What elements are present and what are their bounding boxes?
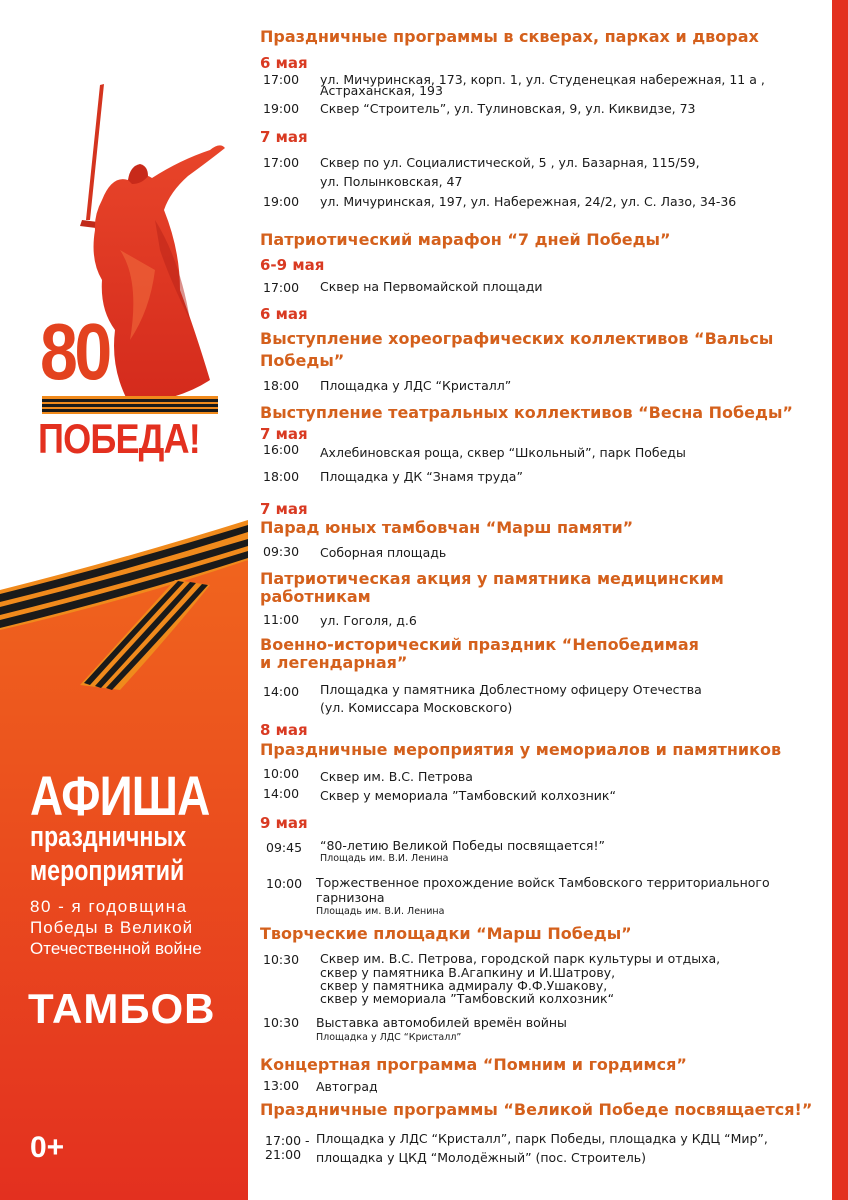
event-venue: сквер у памятника В.Агапкину и И.Шатрову, [320,965,616,980]
date-heading: 6 мая [260,305,308,323]
event-venue: Площадка у ДК “Знамя труда” [320,469,523,484]
event-time: 19:00 [263,194,300,209]
event-time: 18:00 [263,469,300,484]
event-time: 18:00 [263,378,300,393]
event-time: 17:00 [263,155,300,170]
right-red-stripe [832,0,848,1200]
event-venue: Площадка у ЛДС “Кристалл”, парк Победы, площадка у КДЦ “Мир”, [316,1131,768,1146]
event-venue: ул. Мичуринская, 173, корп. 1, ул. Студенецкая набережная, 11 а , [320,72,765,87]
section-title: Концертная программа “Помним и гордимся” [260,1055,687,1074]
event-venue: Сквер по ул. Социалистической, 5 , ул. Базарная, 115/59, [320,155,700,170]
event-venue: Сквер “Строитель”, ул. Тулиновская, 9, ул. Киквидзе, 73 [320,101,696,116]
event-venue: (ул. Комиссара Московского) [320,700,513,715]
event-venue: Сквер им. В.С. Петрова [320,769,473,784]
event-time: 10:00 [266,876,303,891]
event-venue: Площадь им. В.И. Ленина [316,906,445,917]
anniversary-line-3: Отечественной войне [30,939,202,958]
event-venue: Сквер у мемориала ”Тамбовский колхозник“ [320,788,616,803]
event-venue: ул. Гоголя, д.6 [320,613,417,628]
event-time: 09:45 [266,840,303,855]
section-title: Творческие площадки “Марш Победы” [260,924,632,943]
section-title: Выступление театральных коллективов “Весна Победы” [260,403,793,422]
date-heading: 7 мая [260,500,308,518]
st-george-ribbon-small [42,396,218,414]
date-heading: 6 мая [260,54,308,72]
section-title: Военно-исторический праздник “Непобедимая [260,635,699,654]
event-title: Выставка автомобилей времён войны [316,1015,567,1030]
event-venue: ул. Полынковская, 47 [320,174,463,189]
anniversary-line-2: Победы в Великой [30,918,194,937]
date-heading: 6-9 мая [260,256,325,274]
number-80: 80 [40,307,109,396]
section-title: Выступление хореографических коллективов “Вальсы [260,329,774,348]
event-venue: Сквер на Первомайской площади [320,279,543,294]
event-venue: площадка у ЦКД “Молодёжный” (пос. Строитель) [316,1150,646,1165]
event-time: 16:00 [263,442,300,457]
event-venue: Площадь им. В.И. Ленина [320,853,449,864]
afisha-subtitle-1: праздничных [30,821,187,853]
event-venue: Соборная площадь [320,545,447,560]
event-venue: Сквер им. В.С. Петрова, городской парк культуры и отдыха, [320,951,721,966]
section-title: Праздничные программы в скверах, парках и дворах [260,27,759,46]
section-title: работникам [260,587,371,606]
schedule [258,0,828,1200]
event-venue: сквер у мемориала ”Тамбовский колхозник“ [320,991,615,1006]
event-time: 10:30 [263,1015,300,1030]
section-title: Парад юных тамбовчан “Марш памяти” [260,518,634,537]
event-venue: Астраханская, 193 [320,83,443,98]
event-title: “80-летию Великой Победы посвящается!” [320,838,605,853]
afisha-title: АФИША [30,764,210,827]
date-heading: 7 мая [260,425,308,443]
section-title: и легендарная” [260,653,408,672]
date-heading: 7 мая [260,128,308,146]
event-time: 13:00 [263,1078,300,1093]
event-time: 14:00 [263,684,300,699]
event-time: 10:00 [263,766,300,781]
age-rating: 0+ [30,1131,65,1164]
left-panel [0,0,248,1200]
afisha-subtitle-2: мероприятий [30,855,185,887]
event-time: 17:00 - [265,1133,310,1148]
section-title: Патриотический марафон “7 дней Победы” [260,230,671,249]
event-venue: ул. Мичуринская, 197, ул. Набережная, 24/2, ул. С. Лазо, 34-36 [320,194,737,209]
city-name: ТАМБОВ [28,985,216,1032]
date-heading: 9 мая [260,814,308,832]
event-time: 17:00 [263,280,300,295]
date-heading: 8 мая [260,721,308,739]
event-time: 14:00 [263,786,300,801]
st-george-ribbon-large [0,520,248,690]
section-title: Патриотическая акция у памятника медицинским [260,569,724,588]
event-title: Торжественное прохождение войск Тамбовского территориального [316,875,770,890]
event-venue: Ахлебиновская роща, сквер “Школьный”, парк Победы [320,445,686,460]
event-time: 21:00 [265,1147,302,1162]
event-time: 17:00 [263,72,300,87]
event-title: гарнизона [316,890,385,905]
section-title: Победы” [260,351,345,370]
event-time: 10:30 [263,952,300,967]
event-time: 11:00 [263,612,300,627]
event-venue: Площадка у памятника Доблестному офицеру Отечества [320,682,702,697]
event-venue: Автоград [316,1079,378,1094]
pobeda-title: ПОБЕДА! [38,415,200,462]
section-title: Праздничные мероприятия у мемориалов и памятников [260,740,782,759]
event-venue: Площадка у ЛДС “Кристалл” [316,1032,462,1043]
event-time: 19:00 [263,101,300,116]
event-venue: Площадка у ЛДС “Кристалл” [320,378,512,393]
event-time: 09:30 [263,544,300,559]
event-venue: сквер у памятника адмиралу Ф.Ф.Ушакову, [320,978,608,993]
anniversary-line-1: 80 - я годовщина [30,897,188,916]
section-title: Праздничные программы “Великой Победе посвящается!” [260,1100,813,1119]
